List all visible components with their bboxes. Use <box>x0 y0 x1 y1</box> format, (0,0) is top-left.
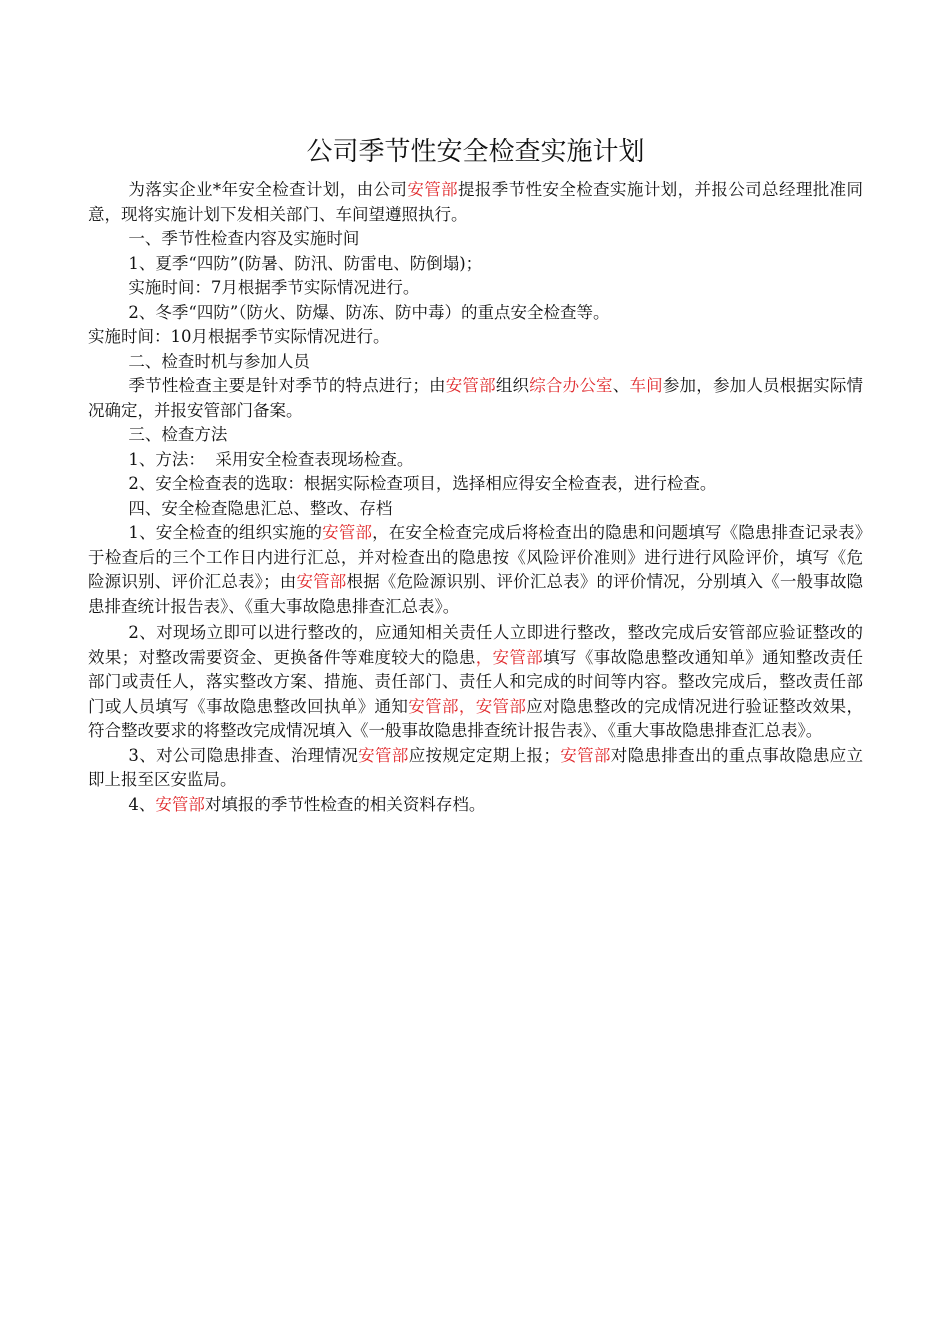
text-run: 组织 <box>495 376 530 395</box>
text-run: 2、安全检查表的选取：根据实际检查项目，选择相应得安全检查表，进行检查。 <box>128 474 717 493</box>
text-run: 应按规定定期上报； <box>408 745 560 765</box>
text-run: 对填报的季节性检查的相关资料存档。 <box>204 794 486 814</box>
paragraph-intro <box>88 178 863 227</box>
heading-section-2 <box>88 350 863 375</box>
text-run: ，在安全检查完成后将检查出的隐患和问题填写《隐患排查记录表》于检查后的三个工作日内进行汇总，并对检查出的隐患按《风险评价准则》进行进行风险评价，填写《危险源识别、评价汇总表》；由 <box>88 523 864 591</box>
highlight-safety-dept: 安管部 <box>559 745 611 765</box>
highlight-safety-dept: 安管部 <box>322 523 373 542</box>
highlight-safety-dept: 安管部 <box>445 376 496 395</box>
heading-section-1 <box>88 227 863 252</box>
text-run: 4、 <box>128 794 156 814</box>
document-page <box>88 132 863 817</box>
heading-section-3 <box>88 423 863 448</box>
text-run: 2、对现场立即可以进行整改的，应通知相关责任人立即进行整改，整改完成后安管部应验证整改的效果；对整改需要资金、更换备件等难度较大的隐患 <box>88 623 863 667</box>
paragraph-timing <box>88 374 863 423</box>
text-run: 填写《事故隐患整改通知单》通知整改责任部门或责任人，落实整改方案、措施、责任部门、责任人和完成的时间等内容。整改完成后，整改责任部门或人员填写《事故隐患整改回执单》通知 <box>88 647 864 716</box>
text-run: 应对隐患整改的完成情况进行验证整改效果，符合整改要求的将整改完成情况填入《一般事故隐患排查统计报告表》、《重大事故隐患排查汇总表》。 <box>88 696 864 740</box>
text-run: 实施时间：7月根据季节实际情况进行。 <box>128 278 420 297</box>
highlight-safety-dept: 安管部 <box>358 745 409 765</box>
paragraph-rectification <box>88 621 863 744</box>
text-run: 、 <box>612 376 630 395</box>
paragraph-reporting <box>88 744 863 793</box>
paragraph-archive <box>88 793 863 818</box>
highlight-safety-dept: 安管部 <box>296 572 347 591</box>
text-run: 1、安全检查的组织实施的 <box>128 523 323 542</box>
heading-section-4 <box>88 497 863 522</box>
highlight-general-office: 综合办公室 <box>529 376 613 395</box>
text-run: 1、方法： 采用安全检查表现场检查。 <box>128 449 414 469</box>
highlight-safety-dept: 安管部，安管部 <box>408 696 527 716</box>
paragraph-winter <box>88 301 863 326</box>
text-run: 对隐患排查出的重点事故隐患应立即上报至区安监局。 <box>88 745 864 789</box>
text-run: 3、对公司隐患排查、治理情况 <box>128 745 359 765</box>
text-run: 四、安全检查隐患汇总、整改、存档 <box>128 498 393 518</box>
paragraph-summer <box>88 252 863 277</box>
text-run: 季节性检查主要是针对季节的特点进行；由 <box>128 376 446 395</box>
paragraph-summary <box>88 521 863 619</box>
text-run: 参加，参加人员根据实际情况确定，并报安管部门备案。 <box>88 376 864 420</box>
text-run: 根据《危险源识别、评价汇总表》的评价情况，分别填入《一般事故隐患排查统计报告表》、《重大事故隐患排查汇总表》。 <box>88 572 864 616</box>
document-title: 公司季节性安全检查实施计划 <box>306 137 645 167</box>
paragraph-checklist <box>88 472 863 497</box>
text-run: 1、夏季“四防”(防暑、防汛、防雷电、防倒塌)； <box>128 253 483 273</box>
highlight-safety-dept: 安管部 <box>407 180 459 199</box>
text-run: 实施时间：10月根据季节实际情况进行。 <box>88 327 390 346</box>
highlight-workshop: 车间 <box>629 376 663 395</box>
paragraph-method <box>88 448 863 473</box>
paragraph-summer-time <box>88 276 863 301</box>
highlight-safety-dept: 安管部 <box>155 794 205 814</box>
text-run: 三、检查方法 <box>128 425 228 444</box>
text-run: 提报季节性安全检查实施计划，并报公司总经理批准同意，现将实施计划下发相关部门、车间望遵照执行。 <box>88 180 864 224</box>
text-run: 2、冬季“四防”（防火、防爆、防冻、防中毒）的重点安全检查等。 <box>128 302 610 322</box>
paragraph-winter-time <box>88 325 863 350</box>
text-run: 二、检查时机与参加人员 <box>128 351 310 371</box>
text-run: 为落实企业*年安全检查计划，由公司 <box>128 180 408 199</box>
highlight-safety-dept: ，安管部 <box>475 647 544 667</box>
text-run: 一、季节性检查内容及实施时间 <box>128 229 360 248</box>
